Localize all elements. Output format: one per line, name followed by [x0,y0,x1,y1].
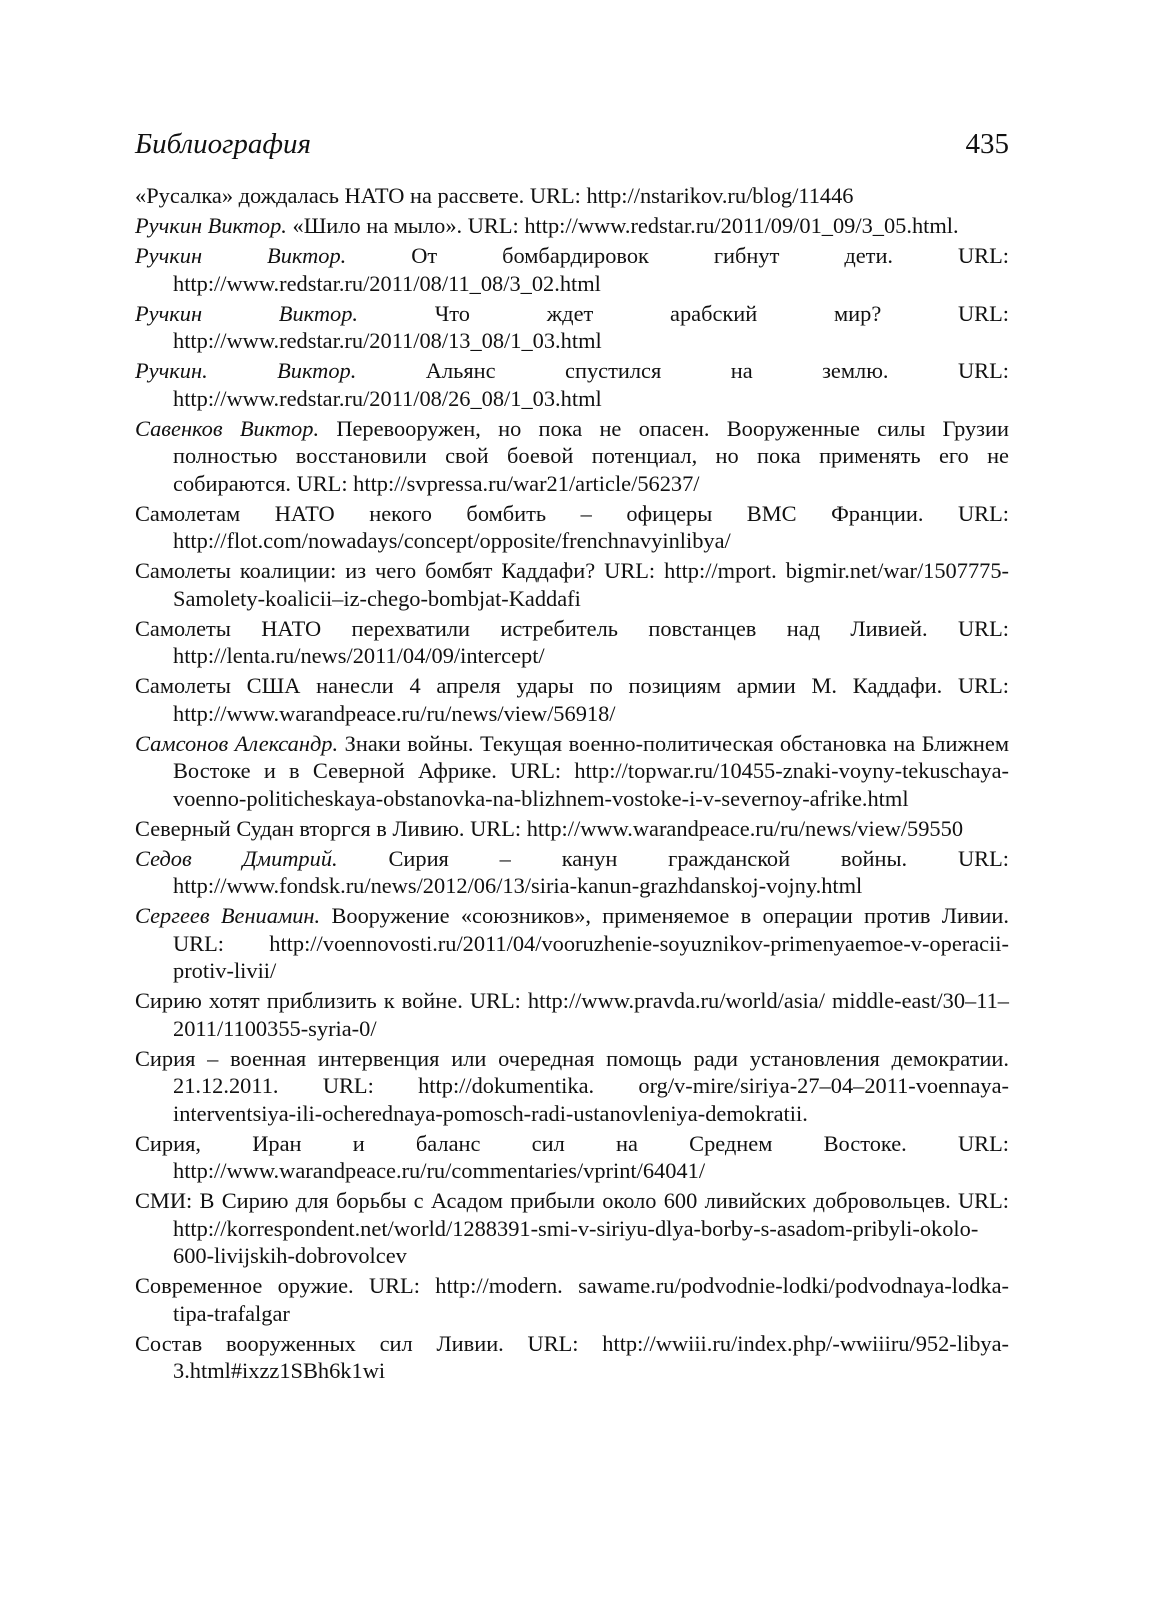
bibliography-entry [135,415,1009,498]
document-page [135,128,1009,1387]
entry-text: «Шило на мыло». URL: http://www.redstar.ru/2011/09/01_09/3_05.html. [292,213,959,238]
entry-author: Сергеев Вениамин. [135,903,321,928]
bibliography-entry [135,615,1009,670]
entry-text: Северный Судан вторгся в Ливию. URL: http://www.warandpeace.ru/ru/news/view/59550 [135,815,964,841]
bibliography-entry [135,557,1009,612]
bibliography-entry [135,845,1009,900]
entry-text: Сирия – военная интервенция или очередная помощь ради установления демократии. 21.12.2011. URL: http://dokumentika. org/v-mire/siriya-27–04–2011-voennaya-interventsiya-ili-ocherednaya-pomosch-radi-ustanovleniya-demokratii. [135,1045,1009,1126]
entry-author: Ручкин Виктор. [135,213,287,238]
entry-text: Самолетам НАТО некого бомбить – офицеры ВМС Франции. URL: http://flot.com/nowadays/concept/opposite/frenchnavyinlibya/ [135,500,1009,553]
bibliography-entry [135,500,1009,555]
bibliography-entry [135,987,1009,1042]
entry-text: Альянс спустился на землю. URL: http://www.redstar.ru/2011/08/26_08/1_03.html [173,358,1009,411]
bibliography-entry [135,182,1009,210]
entry-author: Савенков Виктор. [135,415,320,441]
bibliography-entry [135,902,1009,985]
page-header [135,128,1009,178]
running-head: Библиография [135,128,311,160]
entry-text: От бомбардировок гибнут дети. URL: http://www.redstar.ru/2011/08/11_08/3_02.html [173,243,1009,296]
page-number: 435 [965,128,1009,160]
bibliography-entry [135,212,1009,240]
bibliography-entry [135,242,1009,297]
entry-text: «Русалка» дождалась НАТО на рассвете. URL: http://nstarikov.ru/blog/11446 [135,183,854,208]
bibliography-entry [135,300,1009,355]
entry-text: Сирия – канун гражданской войны. URL: http://www.fondsk.ru/news/2012/06/13/siria-kanun-grazhdanskoj-vojny.html [173,845,1009,898]
bibliography-list [135,182,1009,1385]
entry-text: СМИ: В Сирию для борьбы с Асадом прибыли около 600 ливийских добровольцев. URL: http://korrespondent.net/world/1288391-smi-v-siriyu-dlya-borby-s-asadom-pribyli-okolo-600-livijskih-dobrovolcev [135,1188,1009,1268]
entry-text: Самолеты НАТО перехватили истребитель повстанцев над Ливией. URL: http://lenta.ru/news/2011/04/09/intercept/ [135,615,1009,668]
entry-text: Состав вооруженных сил Ливии. URL: http://wwiii.ru/index.php/-wwiiiru/952-libya-3.html#ixzz1SBh6k1wi [135,1330,1009,1383]
bibliography-entry [135,1045,1009,1128]
bibliography-entry [135,1130,1009,1185]
entry-author: Самсонов Александр. [135,730,339,756]
entry-author: Ручкин Виктор. [135,300,359,326]
entry-author: Ручкин Виктор. [135,243,347,268]
entry-text: Вооружение «союзников», применяемое в операции против Ливии. URL: http://voennovosti.ru/2011/04/vooruzhenie-soyuznikov-primenyaemoe-v-operacii-protiv-livii/ [173,903,1009,983]
bibliography-entry [135,815,1009,843]
bibliography-entry [135,672,1009,727]
entry-text: Знаки войны. Текущая военно-политическая обстановка на Ближнем Востоке и в Северной Африке. URL: http://topwar.ru/10455-znaki-voyny-tekuschaya-voenno-politicheskaya-obstanovka-na-blizhnem-vostoke-i-v-severnoy-afrike.html [173,730,1009,811]
entry-text: Перевооружен, но пока не опасен. Вооруженные силы Грузии полностью восстановили свой боевой потенциал, но пока применять его не собираются. URL: http://svpressa.ru/war21/article/56237/ [173,415,1009,496]
entry-author: Седов Дмитрий. [135,845,338,871]
entry-text: Самолеты коалиции: из чего бомбят Каддафи? URL: http://mport. bigmir.net/war/1507775-Samolety-koalicii–iz-chego-bombjat-Kaddafi [135,558,1009,611]
entry-text: Самолеты США нанесли 4 апреля удары по позициям армии М. Каддафи. URL: http://www.warandpeace.ru/ru/news/view/56918/ [135,673,1009,726]
bibliography-entry [135,1272,1009,1327]
entry-text: Сирия, Иран и баланс сил на Среднем Востоке. URL: http://www.warandpeace.ru/ru/commentaries/vprint/64041/ [135,1130,1009,1183]
bibliography-entry [135,1187,1009,1270]
entry-text: Сирию хотят приблизить к войне. URL: http://www.pravda.ru/world/asia/ middle-east/30–11–2011/1100355-syria-0/ [135,988,1009,1041]
bibliography-entry [135,1330,1009,1385]
entry-author: Ручкин. Виктор. [135,358,357,383]
entry-text: Что ждет арабский мир? URL: http://www.redstar.ru/2011/08/13_08/1_03.html [173,300,1009,353]
bibliography-entry [135,357,1009,412]
entry-text: Современное оружие. URL: http://modern. sawame.ru/podvodnie-lodki/podvodnaya-lodka-tipa-trafalgar [135,1273,1009,1326]
bibliography-entry [135,730,1009,813]
